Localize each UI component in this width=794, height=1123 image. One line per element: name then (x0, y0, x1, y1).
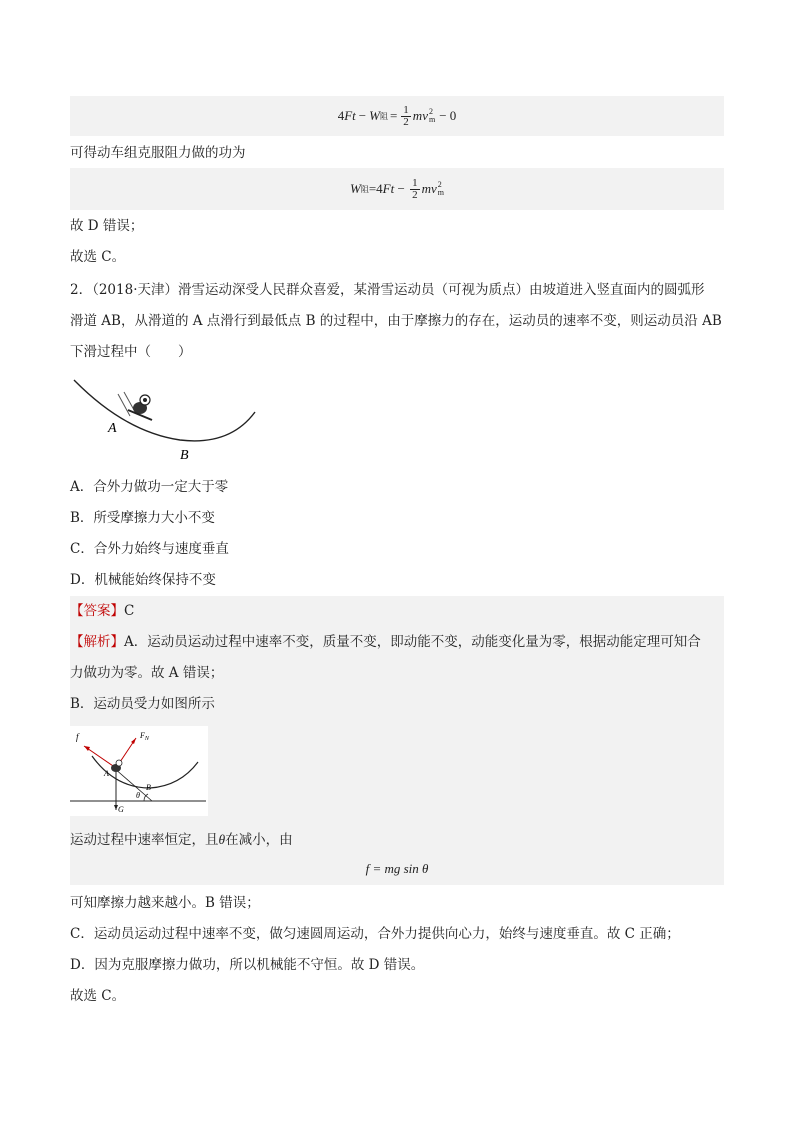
eq2-v-sub: m (437, 188, 444, 197)
label-theta: θ (136, 791, 140, 800)
eq1-W: W (369, 108, 380, 123)
question-line-2: 滑道 AB，从滑道的 A 点滑行到最低点 B 的过程中，由于摩擦力的存在，运动员的速率不变，则运动员沿 AB (70, 313, 722, 329)
analysis-line-3: B．运动员受力如图所示 (70, 696, 215, 712)
theta-symbol: θ (218, 832, 226, 847)
eq2-v: v (430, 181, 437, 196)
eq2-fraction (410, 178, 420, 201)
eq1-frac-den: 2 (403, 115, 409, 128)
answer-value: C (124, 603, 135, 619)
eq1-equals: = (389, 108, 398, 123)
text-speed-const-a: 运动过程中速率恒定，且 (70, 832, 219, 848)
force-diagram (70, 726, 208, 816)
equation-work-energy (70, 96, 724, 136)
option-a: A．合外力做功一定大于零 (70, 479, 229, 495)
text-choose-c-1: 故选 C。 (70, 249, 126, 265)
eq1-minus: − (358, 108, 367, 123)
answer-line (70, 601, 134, 621)
eq1-F: F (344, 108, 353, 123)
analysis-line-2: 力做功为零。故 A 错误； (70, 665, 224, 681)
text-work-intro: 可得动车组克服阻力做的功为 (70, 145, 246, 161)
eq2-v-scripts (438, 181, 444, 197)
equation-resist-work (70, 168, 724, 210)
label-b: B (146, 783, 151, 792)
text-speed-const-b: 在减小，由 (225, 832, 293, 848)
point-a-label: A (108, 421, 117, 436)
equation-friction: f = mg sin θ (365, 861, 429, 876)
eq1-v-sup: 2 (428, 107, 433, 116)
skier-icon (118, 392, 152, 420)
answer-tag: 【答案】 (70, 603, 124, 619)
analysis-tag: 【解析】 (70, 634, 124, 650)
eq1-fraction (401, 105, 411, 128)
eq2-t: t (390, 181, 395, 196)
eq2-rhs: =4 (368, 181, 383, 196)
eq2-frac-den: 2 (412, 188, 418, 201)
label-fn-main: F (140, 731, 145, 740)
slope-figure (70, 372, 260, 464)
text-friction-smaller: 可知摩擦力越来越小。B 错误； (70, 895, 260, 911)
eq2-frac-num: 1 (412, 176, 418, 189)
eq2-minus: − (394, 181, 409, 196)
text-choose-c-2: 故选 C。 (70, 988, 126, 1004)
eq1-t: t (352, 108, 356, 123)
label-fn-sub: N (144, 736, 149, 742)
text-c-correct: C．运动员运动过程中速率不变，做匀速圆周运动，合外力提供向心力，始终与速度垂直。故 C 正确； (70, 926, 680, 942)
label-g: G (118, 805, 124, 814)
eq2-v-sup: 2 (437, 180, 442, 189)
text-d-wrong-1: 故 D 错误； (70, 218, 144, 234)
eq1-v-scripts (429, 108, 435, 124)
eq1-tail: − 0 (439, 108, 457, 123)
eq2-F: F (382, 181, 391, 196)
label-f: f (76, 732, 79, 742)
eq1-W-sub: 阻 (379, 111, 388, 121)
eq1-frac-num: 1 (403, 103, 409, 116)
eq2-m: m (421, 181, 431, 196)
eq1-m: m (412, 108, 423, 123)
slope-arc (74, 380, 255, 441)
eq1-v: v (422, 108, 428, 123)
eq1-v-sub: m (428, 115, 436, 124)
option-c: C．合外力始终与速度垂直 (70, 541, 229, 557)
text-d-wrong-2: D．因为克服摩擦力做功，所以机械能不守恒。故 D 错误。 (70, 957, 425, 973)
analysis-text-1: A．运动员运动过程中速率不变，质量不变，即动能不变，动能变化量为零，根据动能定理可知合 (124, 634, 701, 650)
analysis-line-1 (70, 632, 701, 652)
question-line-1: 2．（2018·天津）滑雪运动深受人民群众喜爱，某滑雪运动员（可视为质点）由坡道进入竖直面内的圆弧形 (70, 282, 705, 298)
label-a: A (104, 769, 109, 778)
option-d: D．机械能始终保持不变 (70, 572, 216, 588)
question-line-3: 下滑过程中（ ） (70, 344, 192, 360)
option-b: B．所受摩擦力大小不变 (70, 510, 215, 526)
eq2-W-sub: 阻 (360, 184, 369, 194)
point-b-label: B (180, 448, 189, 463)
eq1-coef: 4 (337, 108, 345, 123)
eq2-W: W (349, 181, 361, 196)
text-speed-constant (70, 830, 293, 850)
